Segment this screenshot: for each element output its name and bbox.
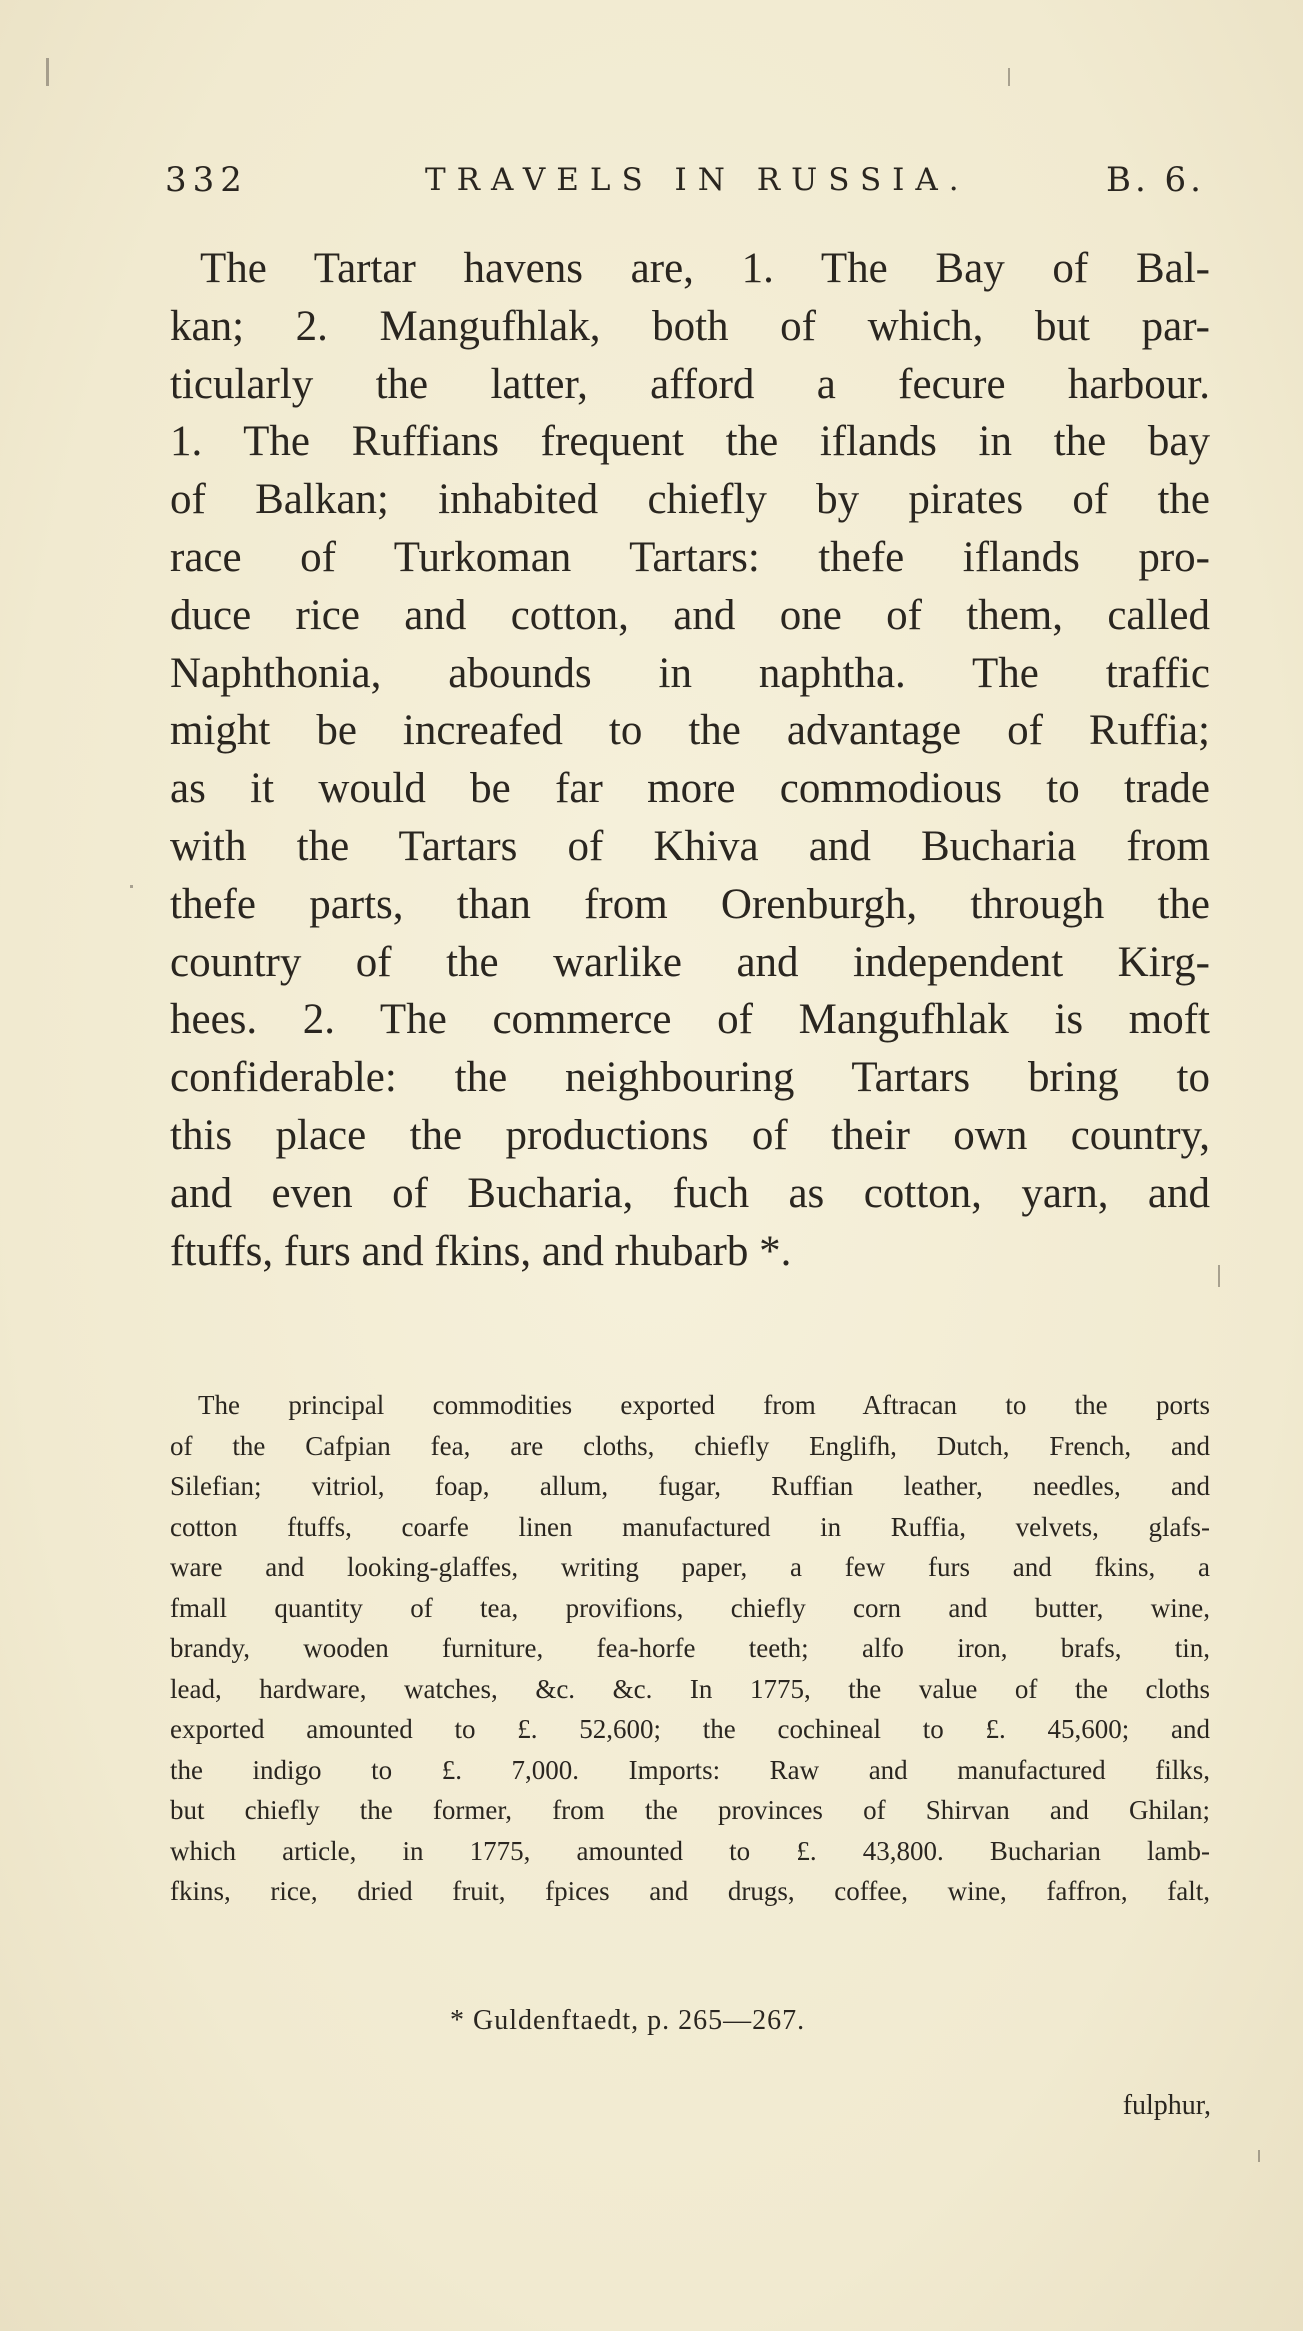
- paper-speck: [46, 58, 49, 86]
- text-line: ftuffs, furs and fkins, and rhubarb *.: [170, 1227, 792, 1275]
- text-line: kan; 2. Mangufhlak, both of which, but par-: [170, 302, 1210, 350]
- text-line: thefe parts, than from Orenburgh, through the: [170, 880, 1210, 928]
- text-line: and even of Bucharia, fuch as cotton, yarn, and: [170, 1169, 1210, 1217]
- footnote-line: fmall quantity of tea, provifions, chiefly corn and butter, wine,: [170, 1592, 1210, 1623]
- paper-speck: [1258, 2150, 1260, 2162]
- page-number: 332: [165, 160, 248, 200]
- footnote-line: Silefian; vitriol, foap, allum, fugar, Ruffian leather, needles, and: [170, 1471, 1210, 1501]
- text-line: of Balkan; inhabited chiefly by pirates of the: [170, 476, 1210, 524]
- paper-speck: [1008, 68, 1010, 86]
- text-line: confiderable: the neighbouring Tartars bring to: [170, 1054, 1210, 1102]
- footnote-line: ware and looking-glaffes, writing paper, a few furs and fkins, a: [170, 1552, 1210, 1582]
- footnote-line: which article, in 1775, amounted to £. 43,800. Bucharian lamb-: [170, 1835, 1210, 1866]
- source-footnote: * Guldenftaedt, p. 265—267.: [450, 2005, 806, 2036]
- text-line: might be increafed to the advantage of Ruffia;: [170, 707, 1210, 755]
- catchword: fulphur,: [1122, 2090, 1211, 2121]
- footnote-line: The principal commodities exported from Aftracan to the ports: [198, 1390, 1210, 1420]
- text-line: country of the warlike and independent Kirg-: [170, 938, 1210, 986]
- text-line: hees. 2. The commerce of Mangufhlak is moft: [170, 996, 1210, 1044]
- text-line: The Tartar havens are, 1. The Bay of Bal-: [200, 245, 1210, 292]
- footnote-line: brandy, wooden furniture, fea-horfe teeth; alfo iron, brafs, tin,: [170, 1633, 1210, 1663]
- paper-speck: [130, 885, 133, 888]
- footnote-line: but chiefly the former, from the provinces of Shirvan and Ghilan;: [170, 1795, 1210, 1825]
- running-head: [165, 160, 1205, 210]
- text-line: this place the productions of their own country,: [170, 1111, 1210, 1159]
- footnote-line: exported amounted to £. 52,600; the cochineal to £. 45,600; and: [170, 1714, 1210, 1744]
- paper-speck: [1218, 1265, 1220, 1287]
- footnote: [170, 1385, 1210, 1912]
- text-line: race of Turkoman Tartars: thefe iflands pro-: [170, 533, 1210, 581]
- section-mark: B. 6.: [1105, 160, 1205, 200]
- text-line: ticularly the latter, afford a fecure harbour.: [170, 360, 1210, 408]
- text-line: duce rice and cotton, and one of them, called: [170, 591, 1210, 639]
- footnote-line: the indigo to £. 7,000. Imports: Raw and manufactured filks,: [170, 1754, 1210, 1785]
- footnote-line: lead, hardware, watches, &c. &c. In 1775, the value of the cloths: [170, 1673, 1210, 1704]
- main-text: [170, 240, 1210, 1280]
- footnote-line: fkins, rice, dried fruit, fpices and drugs, coffee, wine, faffron, falt,: [170, 1876, 1210, 1906]
- text-line: 1. The Ruffians frequent the iflands in the bay: [170, 418, 1210, 466]
- footnote-line: cotton ftuffs, coarfe linen manufactured in Ruffia, velvets, glafs-: [170, 1511, 1210, 1542]
- footnote-line: of the Cafpian fea, are cloths, chiefly Englifh, Dutch, French, and: [170, 1430, 1210, 1461]
- text-line: with the Tartars of Khiva and Bucharia from: [170, 822, 1210, 870]
- running-title: TRAVELS IN RUSSIA.: [425, 162, 970, 198]
- text-line: as it would be far more commodious to trade: [170, 765, 1210, 813]
- text-line: Naphthonia, abounds in naphtha. The traffic: [170, 649, 1210, 697]
